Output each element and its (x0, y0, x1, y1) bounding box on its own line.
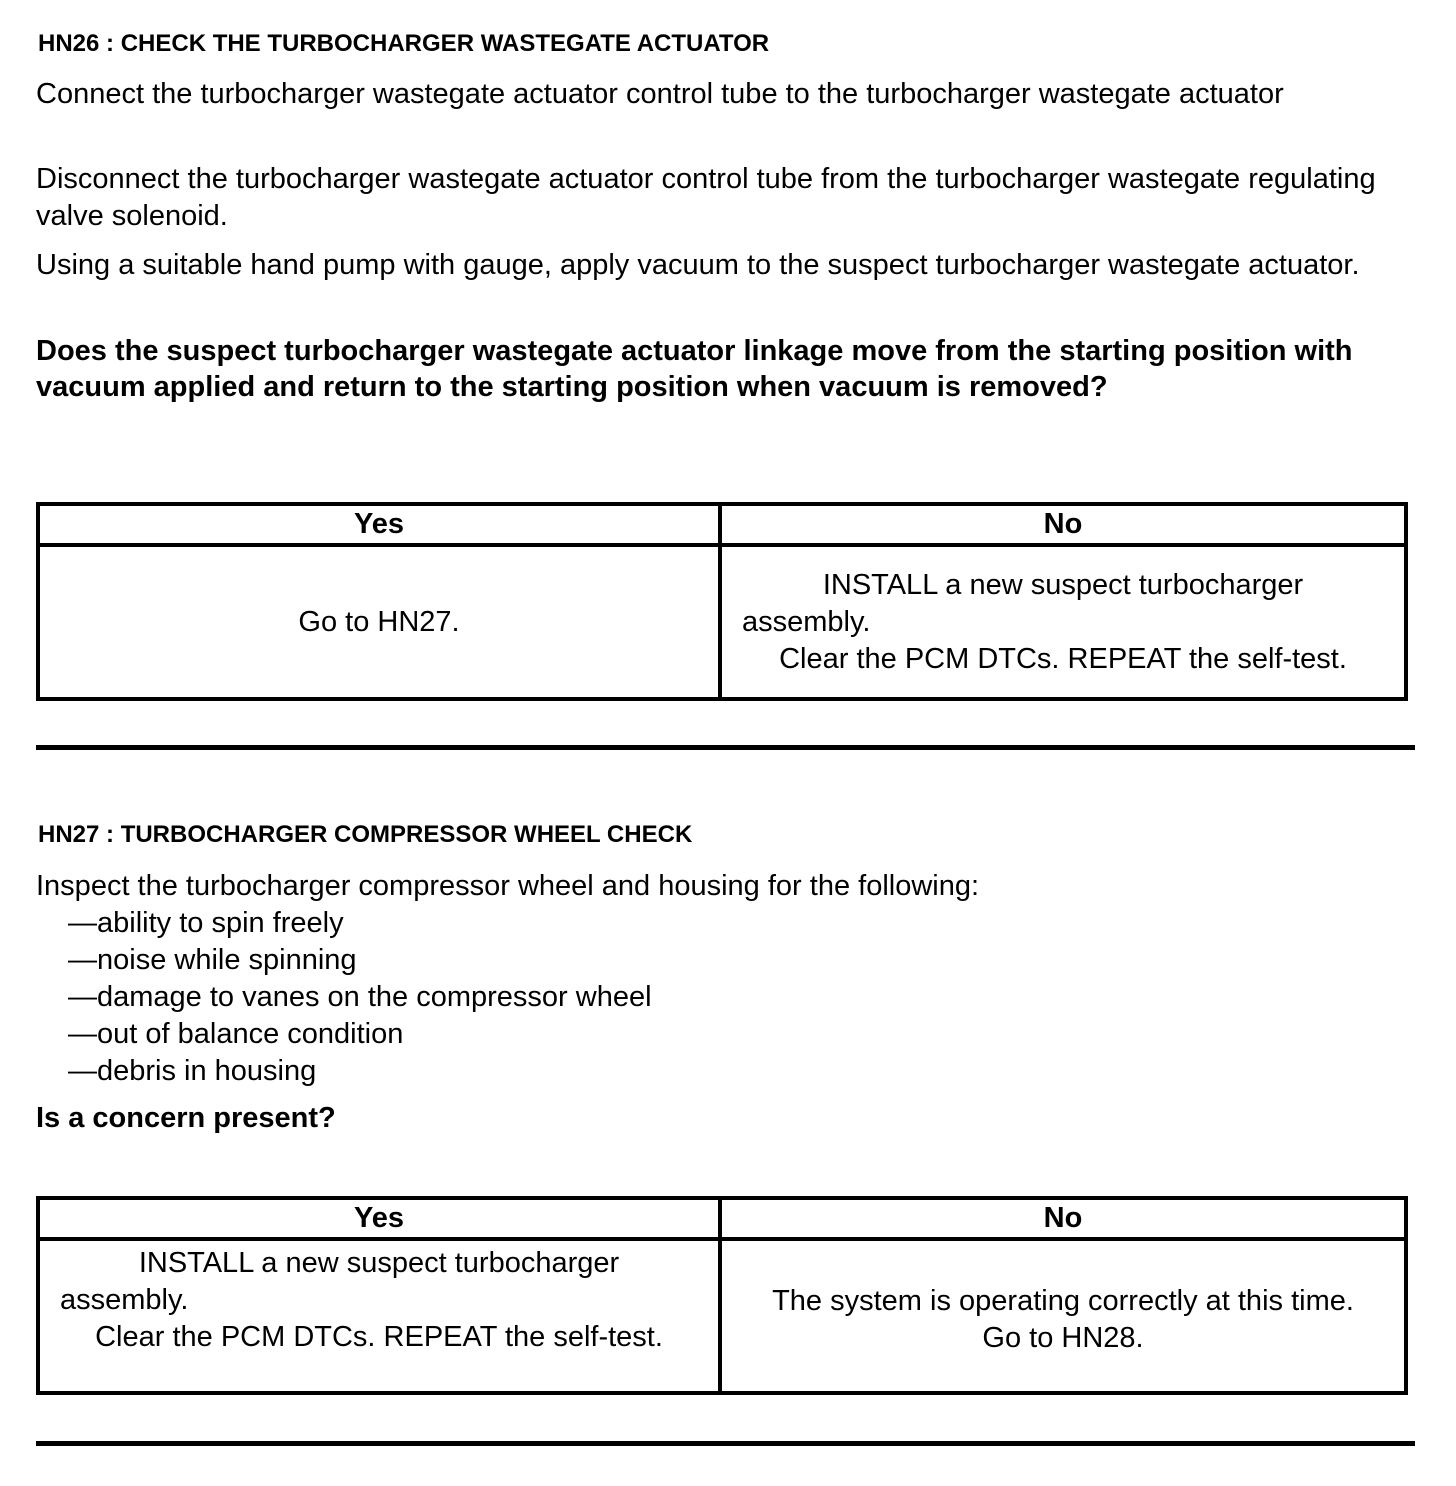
yes-action-line: assembly. (60, 1284, 189, 1316)
no-action-line: The system is operating correctly at this time. (772, 1285, 1354, 1317)
list-item: —ability to spin freely (68, 907, 344, 939)
list-item: —out of balance condition (68, 1018, 404, 1050)
yes-header: Yes (38, 504, 720, 545)
decision-table-hn26 (36, 502, 1408, 701)
no-header: No (720, 504, 1406, 545)
decision-table-hn27 (36, 1196, 1408, 1395)
yes-action-cell (38, 1239, 720, 1393)
no-header: No (720, 1198, 1406, 1239)
yes-action-cell (38, 545, 720, 699)
section-question-hn26: Does the suspect turbocharger wastegate actuator linkage move from the starting position with vacuum applied and return to the starting position when vacuum is removed? (36, 335, 1353, 403)
instruction-paragraph-1: Connect the turbocharger wastegate actuator control tube to the turbocharger wastegate actuator (36, 78, 1284, 110)
no-action-cell (720, 545, 1406, 699)
section-question-hn27: Is a concern present? (36, 1102, 336, 1134)
section-heading-hn26: HN26 : CHECK THE TURBOCHARGER WASTEGATE ACTUATOR (38, 30, 770, 57)
no-action-line: Go to HN28. (982, 1322, 1144, 1354)
list-item: —debris in housing (68, 1055, 317, 1087)
no-action-line: assembly. (742, 605, 871, 638)
section-divider (36, 745, 1415, 750)
instruction-paragraph-2: Disconnect the turbocharger wastegate actuator control tube from the turbocharger wastegate regulating valve solenoid. (36, 163, 1376, 232)
no-action-line: INSTALL a new suspect turbocharger (822, 568, 1304, 601)
list-item: —damage to vanes on the compressor wheel (68, 981, 652, 1013)
list-item: —noise while spinning (68, 944, 357, 976)
section-heading-hn27: HN27 : TURBOCHARGER COMPRESSOR WHEEL CHECK (38, 821, 693, 848)
yes-header: Yes (38, 1198, 720, 1239)
inspection-intro: Inspect the turbocharger compressor wheel and housing for the following: (36, 870, 980, 902)
no-action-cell (720, 1239, 1406, 1393)
section-divider (36, 1441, 1415, 1446)
yes-action-line: Go to HN27. (298, 605, 460, 638)
yes-action-line: INSTALL a new suspect turbocharger (138, 1247, 620, 1279)
no-action-line: Clear the PCM DTCs. REPEAT the self-test. (779, 642, 1347, 675)
instruction-paragraph-3: Using a suitable hand pump with gauge, apply vacuum to the suspect turbocharger wastegate actuator. (36, 249, 1360, 281)
yes-action-line: Clear the PCM DTCs. REPEAT the self-test. (95, 1321, 663, 1353)
inspection-list (68, 905, 652, 1090)
